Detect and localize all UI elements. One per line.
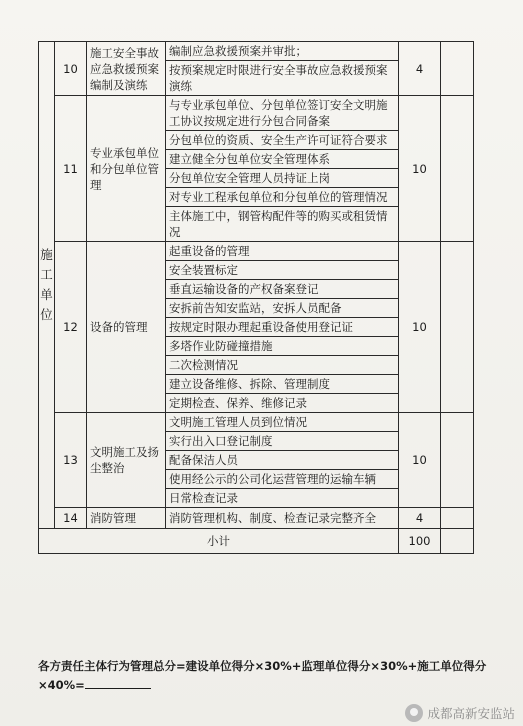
unit-char: 位 [40, 307, 53, 322]
table-row [39, 508, 474, 529]
content-cell [166, 413, 399, 508]
item-name: 消防管理 [87, 508, 166, 529]
content-line: 主体施工中，钢管构配件等的购买或租赁情况 [169, 209, 388, 239]
unit-char: 工 [40, 267, 53, 282]
row-number: 10 [55, 42, 87, 96]
content-line: 对专业工程承包单位和分包单位的管理情况 [166, 188, 398, 207]
content-line: 日常检查记录 [169, 491, 238, 505]
watermark [405, 704, 515, 722]
table-row [39, 242, 474, 413]
content-line: 建立设备维修、拆除、管理制度 [166, 375, 398, 394]
content-line: 编制应急救援预案并审批； [166, 42, 398, 61]
total-score-formula [38, 657, 488, 695]
content-line: 安全装置标定 [166, 261, 398, 280]
content-line: 定期检查、保养、维修记录 [169, 396, 307, 410]
watermark-text: 成都高新安监站 [427, 706, 515, 721]
content-line: 实行出入口登记制度 [166, 432, 398, 451]
row-number: 12 [55, 242, 87, 413]
row-number: 13 [55, 413, 87, 508]
score-cell: 10 [399, 242, 441, 413]
content-line: 安拆前告知安监站，安拆人员配备 [166, 299, 398, 318]
subtotal-label: 小计 [39, 529, 399, 554]
table-row [39, 413, 474, 508]
content-line: 垂直运输设备的产权备案登记 [166, 280, 398, 299]
empty-cell [441, 413, 474, 508]
item-name: 设备的管理 [87, 242, 166, 413]
table-row [39, 42, 474, 96]
item-name: 文明施工及扬尘整治 [87, 413, 166, 508]
content-cell [166, 508, 399, 529]
empty-cell [441, 42, 474, 96]
unit-label [39, 42, 55, 529]
score-cell: 4 [399, 42, 441, 96]
content-line: 分包单位安全管理人员持证上岗 [166, 169, 398, 188]
table-row [39, 96, 474, 242]
content-cell [166, 242, 399, 413]
content-line: 建立健全分包单位安全管理体系 [166, 150, 398, 169]
content-line: 与专业承包单位、分包单位签订安全文明施工协议按规定进行分包合同备案 [166, 96, 398, 131]
empty-cell [441, 529, 474, 554]
score-cell: 4 [399, 508, 441, 529]
subtotal-row [39, 529, 474, 554]
empty-cell [441, 242, 474, 413]
formula-text: 各方责任主体行为管理总分=建设单位得分×30%+监理单位得分×30%+施工单位得分×40%= [38, 659, 487, 692]
content-line: 分包单位的资质、安全生产许可证符合要求 [166, 131, 398, 150]
content-line: 按规定时限办理起重设备使用登记证 [166, 318, 398, 337]
content-cell [166, 96, 399, 242]
row-number: 14 [55, 508, 87, 529]
content-line: 多塔作业防碰撞措施 [166, 337, 398, 356]
score-table [38, 41, 474, 554]
score-cell: 10 [399, 96, 441, 242]
content-line: 起重设备的管理 [166, 242, 398, 261]
empty-cell [441, 508, 474, 529]
content-line: 二次检测情况 [166, 356, 398, 375]
answer-blank [85, 676, 151, 689]
content-cell [166, 42, 399, 96]
item-name: 施工安全事故应急救援预案编制及演练 [87, 42, 166, 96]
empty-cell [441, 96, 474, 242]
item-name: 专业承包单位和分包单位管理 [87, 96, 166, 242]
unit-char: 施 [40, 247, 53, 262]
subtotal-value: 100 [399, 529, 441, 554]
score-cell: 10 [399, 413, 441, 508]
unit-char: 单 [40, 287, 53, 302]
content-line: 文明施工管理人员到位情况 [166, 413, 398, 432]
row-number: 11 [55, 96, 87, 242]
content-line: 消防管理机构、制度、检查记录完整齐全 [169, 511, 376, 525]
content-line: 使用经公示的公司化运营管理的运输车辆 [166, 470, 398, 489]
wechat-logo-icon [405, 704, 423, 722]
content-line: 配备保洁人员 [166, 451, 398, 470]
content-line: 按预案规定时限进行安全事故应急救援预案演练 [169, 63, 388, 93]
